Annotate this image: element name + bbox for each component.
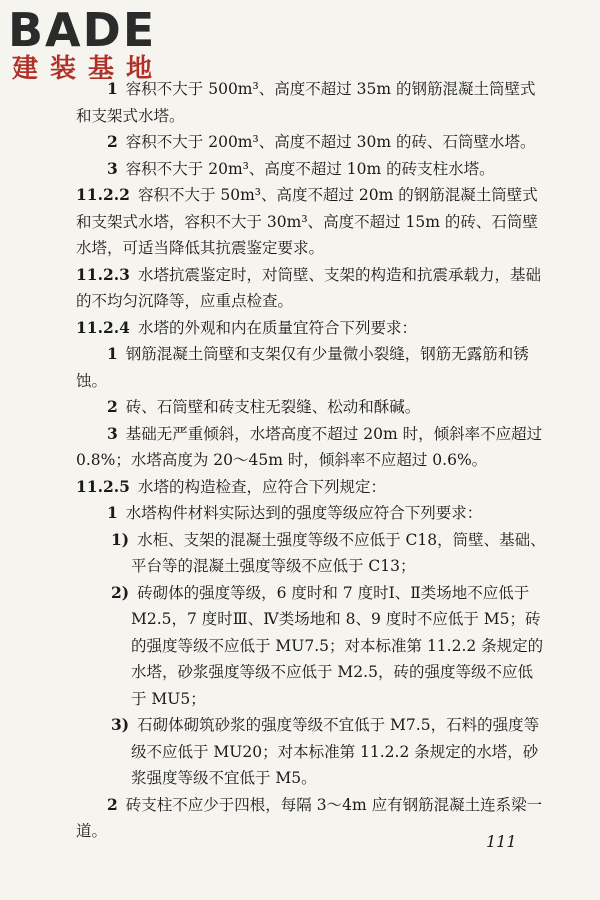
item-3 xyxy=(76,156,546,183)
subitem-3 xyxy=(76,712,546,792)
clause-text: 水塔的构造检查，应符合下列规定： xyxy=(137,477,386,496)
item-text: 容积不大于 200m³、高度不超过 30m 的砖、石筒壁水塔。 xyxy=(125,133,536,151)
item-number: 3 xyxy=(107,423,118,443)
item-1 xyxy=(76,76,546,129)
logo xyxy=(8,3,178,84)
subitem-text: 砖砌体的强度等级，6 度时和 7 度时Ⅰ、Ⅱ类场地不应低于 M2.5，7 度时Ⅲ、Ⅳ类场地和 8、9 度时不应低于 M5；砖的强度等级不应低于 MU7.5；对本标准第 11.2.2 条规定的水塔，砂浆强度等级不应低于 M2.5，砖的强度等级不应低于 MU5； xyxy=(131,583,544,708)
item-2 xyxy=(76,792,546,845)
item-number: 3 xyxy=(107,158,118,178)
clause-number: 11.2.2 xyxy=(76,185,130,204)
item-text: 基础无严重倾斜，水塔高度不超过 20m 时，倾斜率不应超过 0.8%；水塔高度为 20～45m 时，倾斜率不应超过 0.6%。 xyxy=(76,424,543,469)
subitem-number: 1) xyxy=(111,529,130,549)
item-text: 容积不大于 500m³、高度不超过 35m 的钢筋混凝土筒壁式和支架式水塔。 xyxy=(76,80,536,125)
subitem-text: 石砌体砌筑砂浆的强度等级不宜低于 M7.5，石料的强度等级不应低于 MU20；对本标准第 11.2.2 条规定的水塔，砂浆强度等级不宜低于 M5。 xyxy=(131,716,540,787)
logo-word: BADE xyxy=(8,3,157,57)
item-text: 水塔构件材料实际达到的强度等级应符合下列要求： xyxy=(125,504,483,522)
item-1 xyxy=(76,341,546,394)
subitem-text: 水柜、支架的混凝土强度等级不应低于 C18，筒壁、基础、平台等的混凝土强度等级不应低于 C13； xyxy=(131,530,546,575)
subitem-number: 2) xyxy=(111,582,130,602)
clause-text: 水塔抗震鉴定时，对筒壁、支架的构造和抗震承载力，基础的不均匀沉降等，应重点检查。 xyxy=(76,265,541,310)
item-text: 容积不大于 20m³、高度不超过 10m 的砖支柱水塔。 xyxy=(125,159,495,178)
subitem-1 xyxy=(76,527,546,580)
item-2 xyxy=(76,129,546,156)
clause-number: 11.2.5 xyxy=(76,476,130,496)
logo-subtitle: 建装基地 xyxy=(12,54,165,84)
clause-11-2-4 xyxy=(76,315,546,342)
item-3 xyxy=(76,421,546,474)
document-body xyxy=(76,76,546,845)
clause-11-2-2 xyxy=(76,182,546,262)
page-number: 111 xyxy=(486,832,517,851)
item-2 xyxy=(76,394,546,421)
clause-number: 11.2.4 xyxy=(76,317,130,337)
item-number: 2 xyxy=(107,397,118,416)
item-number: 1 xyxy=(107,79,118,98)
item-text: 砖支柱不应少于四根，每隔 3～4m 应有钢筋混凝土连系梁一道。 xyxy=(76,795,543,840)
item-text: 钢筋混凝土筒壁和支架仅有少量微小裂缝，钢筋无露筋和锈蚀。 xyxy=(76,345,529,390)
clause-11-2-3 xyxy=(76,262,546,315)
item-number: 1 xyxy=(107,344,118,363)
clause-text: 水塔的外观和内在质量宜符合下列要求： xyxy=(137,318,417,337)
clause-number: 11.2.3 xyxy=(76,264,130,284)
subitem-number: 3) xyxy=(111,715,130,734)
clause-11-2-5 xyxy=(76,474,546,501)
clause-text: 容积不大于 50m³、高度不超过 20m 的钢筋混凝土筒壁式和支架式水塔，容积不大于 30m³、高度不超过 15m 的砖、石筒壁水塔，可适当降低其抗震鉴定要求。 xyxy=(76,186,538,257)
subitem-2 xyxy=(76,580,546,713)
item-number: 2 xyxy=(107,132,118,151)
item-text: 砖、石筒壁和砖支柱无裂缝、松动和酥碱。 xyxy=(125,398,421,416)
item-number: 2 xyxy=(107,794,118,814)
item-number: 1 xyxy=(107,503,118,522)
item-1 xyxy=(76,500,546,527)
